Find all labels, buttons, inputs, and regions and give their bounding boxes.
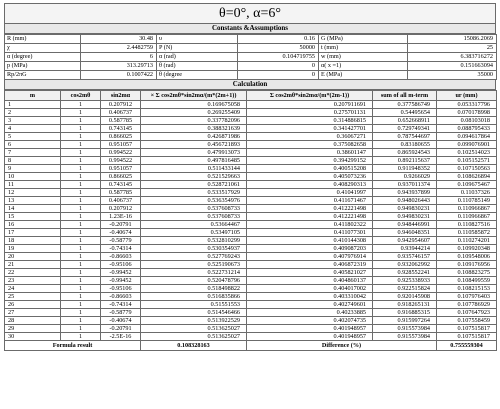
sum-2m-plus-1-cell: 0.479913073 — [141, 149, 247, 157]
constants-table — [4, 34, 497, 80]
sum-2m-minus-1-cell: 0.404017002 — [247, 285, 373, 293]
sin2m-alpha-cell: 0.406737 — [101, 197, 141, 205]
formula-result-label: Formula result — [5, 341, 141, 351]
cos2m-theta-cell: 1 — [61, 277, 101, 285]
parameter-label: α (rad) — [157, 53, 238, 62]
sin2m-alpha-cell: 0.207912 — [101, 101, 141, 109]
sum-2m-minus-1-cell: 0.404860137 — [247, 277, 373, 285]
calc-header-row — [5, 91, 497, 101]
ur-cell: 0.08103018 — [437, 117, 497, 125]
parameter-label: t (mm) — [319, 44, 408, 53]
sheet-title: θ=0°, α=6° — [4, 3, 496, 24]
parameter-label: χ — [5, 44, 81, 53]
sum-all-terms-cell: 0.922515824 — [373, 285, 437, 293]
sum-2m-plus-1-cell: 0.169675058 — [141, 101, 247, 109]
sin2m-alpha-cell: 0.587785 — [101, 189, 141, 197]
sum-2m-plus-1-cell: 0.528721061 — [141, 181, 247, 189]
sum-2m-minus-1-cell: 0.275701131 — [247, 109, 373, 117]
m-cell: 10 — [5, 173, 61, 181]
sin2m-alpha-cell: 0.994522 — [101, 157, 141, 165]
parameter-value: 0.104719755 — [238, 53, 319, 62]
m-cell: 2 — [5, 109, 61, 117]
m-cell: 21 — [5, 261, 61, 269]
parameter-value: 0.16 — [238, 35, 319, 44]
constants-header: Constants &Assumptions — [4, 24, 496, 34]
m-cell: 27 — [5, 309, 61, 317]
table-row — [5, 165, 497, 173]
cos2m-theta-cell: 1 — [61, 221, 101, 229]
sum-2m-minus-1-cell: 0.401948957 — [247, 325, 373, 333]
col-header-m: m — [5, 91, 61, 101]
sum-2m-plus-1-cell: 0.521529663 — [141, 173, 247, 181]
table-row — [5, 261, 497, 269]
sum-all-terms-cell: 0.948446991 — [373, 221, 437, 229]
sum-all-terms-cell: 0.892115637 — [373, 157, 437, 165]
ur-cell: 0.108823275 — [437, 269, 497, 277]
sum-2m-minus-1-cell: 0.38601147 — [247, 149, 373, 157]
sum-all-terms-cell: 0.948026443 — [373, 197, 437, 205]
m-cell: 30 — [5, 333, 61, 341]
sum-2m-minus-1-cell: 0.405821027 — [247, 269, 373, 277]
constants-row — [5, 44, 497, 53]
cos2m-theta-cell: 1 — [61, 285, 101, 293]
sin2m-alpha-cell: -0.20791 — [101, 325, 141, 333]
cos2m-theta-cell: 1 — [61, 229, 101, 237]
m-cell: 9 — [5, 165, 61, 173]
parameter-value: 2.4482759 — [81, 44, 157, 53]
parameter-label: p (MPa) — [5, 62, 81, 71]
sum-all-terms-cell: 0.377586749 — [373, 101, 437, 109]
m-cell: 19 — [5, 245, 61, 253]
sum-2m-minus-1-cell: 0.412221498 — [247, 205, 373, 213]
table-row — [5, 149, 497, 157]
cos2m-theta-cell: 1 — [61, 253, 101, 261]
m-cell: 5 — [5, 133, 61, 141]
sum-all-terms-cell: 0.915573984 — [373, 325, 437, 333]
cos2m-theta-cell: 1 — [61, 173, 101, 181]
sum-2m-minus-1-cell: 0.400515208 — [247, 165, 373, 173]
sum-all-terms-cell: 0.916885315 — [373, 309, 437, 317]
table-row — [5, 141, 497, 149]
sin2m-alpha-cell: -0.20791 — [101, 221, 141, 229]
m-cell: 17 — [5, 229, 61, 237]
sin2m-alpha-cell: -0.95106 — [101, 261, 141, 269]
parameter-label: w (mm) — [319, 53, 408, 62]
sum-2m-plus-1-cell: 0.530354937 — [141, 245, 247, 253]
col-header-sum-2m-minus-1: Σ cos2mθ*sin2mα/(m*(2m-1)) — [247, 91, 373, 101]
sum-2m-plus-1-cell: 0.513922529 — [141, 317, 247, 325]
sum-2m-minus-1-cell: 0.401948957 — [247, 333, 373, 341]
sin2m-alpha-cell: -0.86603 — [101, 253, 141, 261]
parameter-value: 15086.2069 — [408, 35, 497, 44]
sum-2m-minus-1-cell: 0.410144308 — [247, 237, 373, 245]
sum-2m-plus-1-cell: 0.53664467 — [141, 221, 247, 229]
sin2m-alpha-cell: 0.994522 — [101, 149, 141, 157]
parameter-label: θ (rad) — [157, 62, 238, 71]
sum-2m-minus-1-cell: 0.207911691 — [247, 101, 373, 109]
table-row — [5, 157, 497, 165]
ur-cell: 0.070178998 — [437, 109, 497, 117]
sum-all-terms-cell: 0.787544697 — [373, 133, 437, 141]
ur-cell: 0.109548006 — [437, 253, 497, 261]
ur-cell: 0.107558459 — [437, 317, 497, 325]
parameter-value: 50000 — [238, 44, 319, 53]
ur-cell: 0.108215153 — [437, 285, 497, 293]
col-header-ur: ur (mm) — [437, 91, 497, 101]
m-cell: 26 — [5, 301, 61, 309]
parameter-value: 0.151663094 — [408, 62, 497, 71]
ur-cell: 0.102514023 — [437, 149, 497, 157]
parameter-value: 0 — [238, 71, 319, 80]
m-cell: 6 — [5, 141, 61, 149]
result-row — [5, 341, 497, 351]
ur-cell: 0.110966867 — [437, 213, 497, 221]
sum-all-terms-cell: 0.946048351 — [373, 229, 437, 237]
sum-all-terms-cell: 0.949830231 — [373, 213, 437, 221]
ur-cell: 0.110585872 — [437, 229, 497, 237]
sum-2m-minus-1-cell: 0.394299152 — [247, 157, 373, 165]
parameter-value: 25 — [408, 44, 497, 53]
sin2m-alpha-cell: 0.866025 — [101, 173, 141, 181]
cos2m-theta-cell: 1 — [61, 237, 101, 245]
sum-all-terms-cell: 0.911948352 — [373, 165, 437, 173]
sum-all-terms-cell: 0.915997264 — [373, 317, 437, 325]
cos2m-theta-cell: 1 — [61, 325, 101, 333]
sin2m-alpha-cell: 0.951057 — [101, 165, 141, 173]
constants-row — [5, 71, 497, 80]
ur-cell: 0.053317796 — [437, 101, 497, 109]
sin2m-alpha-cell: -0.58779 — [101, 309, 141, 317]
sum-2m-minus-1-cell: 0.402749601 — [247, 301, 373, 309]
sum-all-terms-cell: 0.729749341 — [373, 125, 437, 133]
cos2m-theta-cell: 1 — [61, 269, 101, 277]
sum-2m-minus-1-cell: 0.36067271 — [247, 133, 373, 141]
m-cell: 7 — [5, 149, 61, 157]
col-header-sin2m-alpha: sin2mα — [101, 91, 141, 101]
sum-all-terms-cell: 0.937011374 — [373, 181, 437, 189]
cos2m-theta-cell: 1 — [61, 197, 101, 205]
sin2m-alpha-cell: -0.99452 — [101, 277, 141, 285]
cos2m-theta-cell: 1 — [61, 189, 101, 197]
cos2m-theta-cell: 1 — [61, 309, 101, 317]
sum-2m-plus-1-cell: 0.537608733 — [141, 213, 247, 221]
table-row — [5, 237, 497, 245]
ur-cell: 0.108626894 — [437, 173, 497, 181]
calculation-table — [4, 90, 497, 351]
sum-2m-minus-1-cell: 0.409087203 — [247, 245, 373, 253]
cos2m-theta-cell: 1 — [61, 125, 101, 133]
cos2m-theta-cell: 1 — [61, 117, 101, 125]
sum-2m-plus-1-cell: 0.516835866 — [141, 293, 247, 301]
parameter-label: α( x =1) — [319, 62, 408, 71]
sum-2m-plus-1-cell: 0.514546466 — [141, 309, 247, 317]
parameter-value: 35000 — [408, 71, 497, 80]
sum-2m-minus-1-cell: 0.375082658 — [247, 141, 373, 149]
sum-all-terms-cell: 0.932062992 — [373, 261, 437, 269]
parameter-label: υ — [157, 35, 238, 44]
ur-cell: 0.105152571 — [437, 157, 497, 165]
table-row — [5, 181, 497, 189]
difference-label: Difference (%) — [247, 341, 437, 351]
table-row — [5, 301, 497, 309]
ur-cell: 0.094617864 — [437, 133, 497, 141]
ur-cell: 0.099076901 — [437, 141, 497, 149]
ur-cell: 0.088795433 — [437, 125, 497, 133]
table-row — [5, 309, 497, 317]
ur-cell: 0.110274201 — [437, 237, 497, 245]
m-cell: 25 — [5, 293, 61, 301]
parameter-label: G (MPa) — [319, 35, 408, 44]
parameter-label: α (degree) — [5, 53, 81, 62]
sum-2m-plus-1-cell: 0.513625027 — [141, 333, 247, 341]
table-row — [5, 245, 497, 253]
sum-2m-minus-1-cell: 0.411671467 — [247, 197, 373, 205]
m-cell: 11 — [5, 181, 61, 189]
ur-cell: 0.108499559 — [437, 277, 497, 285]
m-cell: 22 — [5, 269, 61, 277]
sum-2m-plus-1-cell: 0.426871986 — [141, 133, 247, 141]
table-row — [5, 253, 497, 261]
parameter-label: E (MPa) — [319, 71, 408, 80]
formula-result-value: 0.108328163 — [141, 341, 247, 351]
spreadsheet — [4, 3, 496, 351]
ur-cell: 0.107647923 — [437, 309, 497, 317]
col-header-sum-all-terms: sum of all m-term — [373, 91, 437, 101]
sum-2m-minus-1-cell: 0.314886815 — [247, 117, 373, 125]
m-cell: 20 — [5, 253, 61, 261]
ur-cell: 0.110966867 — [437, 205, 497, 213]
cos2m-theta-cell: 1 — [61, 149, 101, 157]
m-cell: 24 — [5, 285, 61, 293]
cos2m-theta-cell: 1 — [61, 205, 101, 213]
sum-all-terms-cell: 0.652668911 — [373, 117, 437, 125]
sum-all-terms-cell: 0.949830231 — [373, 205, 437, 213]
table-row — [5, 293, 497, 301]
cos2m-theta-cell: 1 — [61, 261, 101, 269]
table-row — [5, 229, 497, 237]
sum-all-terms-cell: 0.943937899 — [373, 189, 437, 197]
table-row — [5, 125, 497, 133]
ur-cell: 0.107515817 — [437, 325, 497, 333]
sum-all-terms-cell: 0.93944214 — [373, 245, 437, 253]
parameter-value: 0.1007422 — [81, 71, 157, 80]
m-cell: 18 — [5, 237, 61, 245]
constants-row — [5, 53, 497, 62]
table-row — [5, 325, 497, 333]
col-header-sum-2m-plus-1: × Σ cos2mθ*sin2mα/(m*(2m+1)) — [141, 91, 247, 101]
table-row — [5, 269, 497, 277]
sum-2m-plus-1-cell: 0.337782096 — [141, 117, 247, 125]
table-row — [5, 189, 497, 197]
m-cell: 3 — [5, 117, 61, 125]
sum-all-terms-cell: 0.915573984 — [373, 333, 437, 341]
cos2m-theta-cell: 1 — [61, 317, 101, 325]
table-row — [5, 277, 497, 285]
sum-2m-plus-1-cell: 0.527769243 — [141, 253, 247, 261]
parameter-label: R (mm) — [5, 35, 81, 44]
parameter-value: 30.48 — [81, 35, 157, 44]
sum-2m-plus-1-cell: 0.456721893 — [141, 141, 247, 149]
sum-all-terms-cell: 0.920145908 — [373, 293, 437, 301]
constants-row — [5, 35, 497, 44]
col-header-cos2m-theta: cos2mθ — [61, 91, 101, 101]
cos2m-theta-cell: 1 — [61, 101, 101, 109]
sin2m-alpha-cell: -2.5E-16 — [101, 333, 141, 341]
calculation-header: Calculation — [4, 80, 496, 90]
sum-2m-plus-1-cell: 0.511433144 — [141, 165, 247, 173]
cos2m-theta-cell: 1 — [61, 133, 101, 141]
sum-all-terms-cell: 0.928552241 — [373, 269, 437, 277]
sin2m-alpha-cell: -0.95106 — [101, 285, 141, 293]
sum-2m-plus-1-cell: 0.53497105 — [141, 229, 247, 237]
sum-2m-plus-1-cell: 0.497816485 — [141, 157, 247, 165]
sum-all-terms-cell: 0.54495654 — [373, 109, 437, 117]
cos2m-theta-cell: 1 — [61, 141, 101, 149]
m-cell: 28 — [5, 317, 61, 325]
constants-row — [5, 62, 497, 71]
table-row — [5, 109, 497, 117]
sum-2m-plus-1-cell: 0.532810299 — [141, 237, 247, 245]
table-row — [5, 213, 497, 221]
m-cell: 12 — [5, 189, 61, 197]
sin2m-alpha-cell: -0.86603 — [101, 293, 141, 301]
m-cell: 8 — [5, 157, 61, 165]
sum-2m-plus-1-cell: 0.536354976 — [141, 197, 247, 205]
sum-all-terms-cell: 0.925338933 — [373, 277, 437, 285]
sin2m-alpha-cell: 0.951057 — [101, 141, 141, 149]
sum-2m-plus-1-cell: 0.51551553 — [141, 301, 247, 309]
sin2m-alpha-cell: 0.207912 — [101, 205, 141, 213]
difference-value: 0.755559304 — [437, 341, 497, 351]
table-row — [5, 285, 497, 293]
ur-cell: 0.107515817 — [437, 333, 497, 341]
parameter-label: P (N) — [157, 44, 238, 53]
ur-cell: 0.109675467 — [437, 181, 497, 189]
sum-2m-minus-1-cell: 0.411802322 — [247, 221, 373, 229]
table-row — [5, 117, 497, 125]
ur-cell: 0.109176956 — [437, 261, 497, 269]
sin2m-alpha-cell: -0.74314 — [101, 245, 141, 253]
table-row — [5, 205, 497, 213]
sum-2m-minus-1-cell: 0.403310042 — [247, 293, 373, 301]
table-row — [5, 333, 497, 341]
table-row — [5, 133, 497, 141]
sum-2m-minus-1-cell: 0.41041997 — [247, 189, 373, 197]
parameter-value: 313.29713 — [81, 62, 157, 71]
sum-2m-minus-1-cell: 0.412221498 — [247, 213, 373, 221]
m-cell: 16 — [5, 221, 61, 229]
sum-all-terms-cell: 0.9266029 — [373, 173, 437, 181]
table-row — [5, 221, 497, 229]
sin2m-alpha-cell: -0.99452 — [101, 269, 141, 277]
sum-2m-plus-1-cell: 0.269255409 — [141, 109, 247, 117]
parameter-value: 0 — [238, 62, 319, 71]
cos2m-theta-cell: 1 — [61, 109, 101, 117]
sum-all-terms-cell: 0.942954607 — [373, 237, 437, 245]
sum-2m-minus-1-cell: 0.407976914 — [247, 253, 373, 261]
cos2m-theta-cell: 1 — [61, 301, 101, 309]
sum-2m-plus-1-cell: 0.388321639 — [141, 125, 247, 133]
ur-cell: 0.107976403 — [437, 293, 497, 301]
sum-all-terms-cell: 0.865924543 — [373, 149, 437, 157]
cos2m-theta-cell: 1 — [61, 333, 101, 341]
cos2m-theta-cell: 1 — [61, 157, 101, 165]
sum-2m-minus-1-cell: 0.405073236 — [247, 173, 373, 181]
m-cell: 1 — [5, 101, 61, 109]
sum-2m-minus-1-cell: 0.402074735 — [247, 317, 373, 325]
parameter-value: 6.383716272 — [408, 53, 497, 62]
sum-all-terms-cell: 0.935746157 — [373, 253, 437, 261]
sin2m-alpha-cell: 0.743145 — [101, 125, 141, 133]
table-row — [5, 101, 497, 109]
sin2m-alpha-cell: -0.58779 — [101, 237, 141, 245]
sum-2m-plus-1-cell: 0.533517929 — [141, 189, 247, 197]
sin2m-alpha-cell: 0.743145 — [101, 181, 141, 189]
sum-2m-plus-1-cell: 0.520478796 — [141, 277, 247, 285]
sum-2m-minus-1-cell: 0.341427701 — [247, 125, 373, 133]
ur-cell: 0.107786929 — [437, 301, 497, 309]
m-cell: 13 — [5, 197, 61, 205]
parameter-label: θ (degree — [157, 71, 238, 80]
sin2m-alpha-cell: 1.23E-16 — [101, 213, 141, 221]
cos2m-theta-cell: 1 — [61, 165, 101, 173]
m-cell: 29 — [5, 325, 61, 333]
cos2m-theta-cell: 1 — [61, 181, 101, 189]
sin2m-alpha-cell: 0.406737 — [101, 109, 141, 117]
sin2m-alpha-cell: -0.40674 — [101, 229, 141, 237]
sin2m-alpha-cell: -0.74314 — [101, 301, 141, 309]
m-cell: 23 — [5, 277, 61, 285]
ur-cell: 0.107150563 — [437, 165, 497, 173]
m-cell: 15 — [5, 213, 61, 221]
sum-2m-plus-1-cell: 0.537608733 — [141, 205, 247, 213]
sin2m-alpha-cell: -0.40674 — [101, 317, 141, 325]
table-row — [5, 317, 497, 325]
cos2m-theta-cell: 1 — [61, 293, 101, 301]
sum-2m-plus-1-cell: 0.518498822 — [141, 285, 247, 293]
sin2m-alpha-cell: 0.866025 — [101, 133, 141, 141]
cos2m-theta-cell: 1 — [61, 213, 101, 221]
table-row — [5, 197, 497, 205]
m-cell: 14 — [5, 205, 61, 213]
sum-2m-minus-1-cell: 0.406872319 — [247, 261, 373, 269]
table-row — [5, 173, 497, 181]
cos2m-theta-cell: 1 — [61, 245, 101, 253]
ur-cell: 0.110827516 — [437, 221, 497, 229]
parameter-label: Rp/2πG — [5, 71, 81, 80]
sum-2m-minus-1-cell: 0.411077301 — [247, 229, 373, 237]
ur-cell: 0.109920348 — [437, 245, 497, 253]
sum-2m-plus-1-cell: 0.513625027 — [141, 325, 247, 333]
sum-all-terms-cell: 0.83180655 — [373, 141, 437, 149]
parameter-value: 6 — [81, 53, 157, 62]
sum-2m-plus-1-cell: 0.525190673 — [141, 261, 247, 269]
sum-2m-plus-1-cell: 0.522731214 — [141, 269, 247, 277]
sum-2m-minus-1-cell: 0.408290313 — [247, 181, 373, 189]
ur-cell: 0.110785149 — [437, 197, 497, 205]
sum-all-terms-cell: 0.918265131 — [373, 301, 437, 309]
sum-2m-minus-1-cell: 0.40233885 — [247, 309, 373, 317]
m-cell: 4 — [5, 125, 61, 133]
sin2m-alpha-cell: 0.587785 — [101, 117, 141, 125]
ur-cell: 0.11037326 — [437, 189, 497, 197]
